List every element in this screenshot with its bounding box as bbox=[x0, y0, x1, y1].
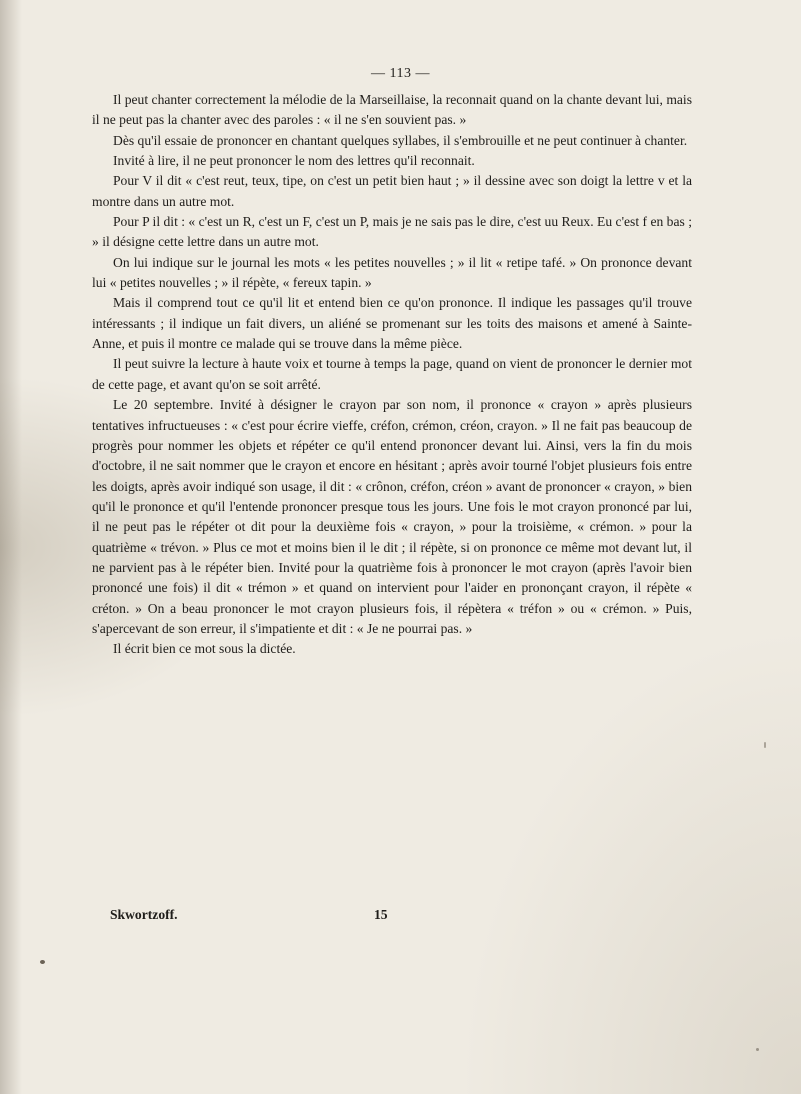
ink-speck bbox=[40, 960, 45, 964]
paragraph: Il peut chanter correctement la mélodie de la Marseillaise, la reconnait quand on la chante devant lui, mais il ne peut pas la chanter avec des paroles : « il ne s'en souvient pas. » bbox=[92, 92, 692, 128]
binding-shadow bbox=[0, 0, 22, 1094]
paragraph: Pour P il dit : « c'est un R, c'est un F, c'est un P, mais je ne sais pas le dire, c'est uu Reux. Eu c'est f en bas ; » il désigne cette lettre dans un autre mot. bbox=[92, 214, 692, 250]
ink-speck bbox=[764, 742, 766, 748]
page-number: — 113 — bbox=[371, 66, 430, 81]
paragraph: Il écrit bien ce mot sous la dictée. bbox=[113, 641, 296, 657]
footer-author: Skwortzoff. bbox=[110, 907, 178, 922]
paragraph: Mais il comprend tout ce qu'il lit et entend bien ce qu'on prononce. Il indique les passages qu'il trouve intéressants ; il indique un fait divers, un aliéné se promenant sur les toits des maisons et amené à Sainte-Anne, et puis il montre ce malade qui se trouve dans la même pièce. bbox=[92, 295, 692, 352]
ink-speck bbox=[756, 1048, 759, 1051]
paragraph: On lui indique sur le journal les mots « les petites nouvelles ; » il lit « retipe tafé. » On prononce devant lui « petites nouvelles ; » il répète, « fereux tapin. » bbox=[92, 254, 692, 291]
paragraph: Invité à lire, il ne peut prononcer le nom des lettres qu'il reconnait. bbox=[113, 153, 475, 169]
paragraph: Pour V il dit « c'est reut, teux, tipe, on c'est un petit bien haut ; » il dessine avec son doigt la lettre v et la montre dans un autre mot. bbox=[92, 173, 692, 209]
paragraph: Le 20 septembre. Invité à désigner le crayon par son nom, il prononce « crayon » après plusieurs tentatives infructueuses : « c'est pour écrire vieffe, créfon, crémon, créon, crayon. » Il ne fait pas beaucoup de progrès pour nommer les objets et répéter ce qu'il entend prononcer devant lui. Ainsi, vers la fin du mois d'octobre, il ne sait nommer que le crayon et encore en hésitant ; après avoir tourné l'objet plusieurs fois entre les doigts, après avoir indiqué son usage, il dit : « crônon, créfon, créon » avant de prononcer « crayon, » bien qu'il le prononce et qu'il l'entende prononcer presque tous les jours. Une fois le mot crayon prononcé par lui, il ne peut pas le répéter ot dit pour la deuxième fois « crayon, » pour la troisième, « crémon. » pour la quatrième « trévon. » Plus ce mot et moins bien il le dit ; il répète, si on prononce ce même mot devant lut, il ne parvient pas à le répéter bien. Invité pour la quatrième fois à prononcer le mot crayon (après l'avoir bien prononcé une fois) il dit « trémon » et quand on intervient pour l'aider en prononçant crayon, il répète « créton. » On a beau prononcer le mot crayon plusieurs fois, il répètera « tréfon » ou « crémon. » Puis, s'apercevant de son erreur, il s'impatiente et dit : « Je ne pourrai pas. » bbox=[92, 397, 692, 636]
body-text bbox=[92, 90, 692, 660]
paragraph: Il peut suivre la lecture à haute voix et tourne à temps la page, quand on vient de prononcer le dernier mot de cette page, et avant qu'on se soit arrêté. bbox=[92, 356, 692, 392]
signature-mark: 15 bbox=[374, 907, 388, 922]
paragraph: Dès qu'il essaie de prononcer en chantant quelques syllabes, il s'embrouille et ne peut continuer à chanter. bbox=[113, 132, 688, 148]
